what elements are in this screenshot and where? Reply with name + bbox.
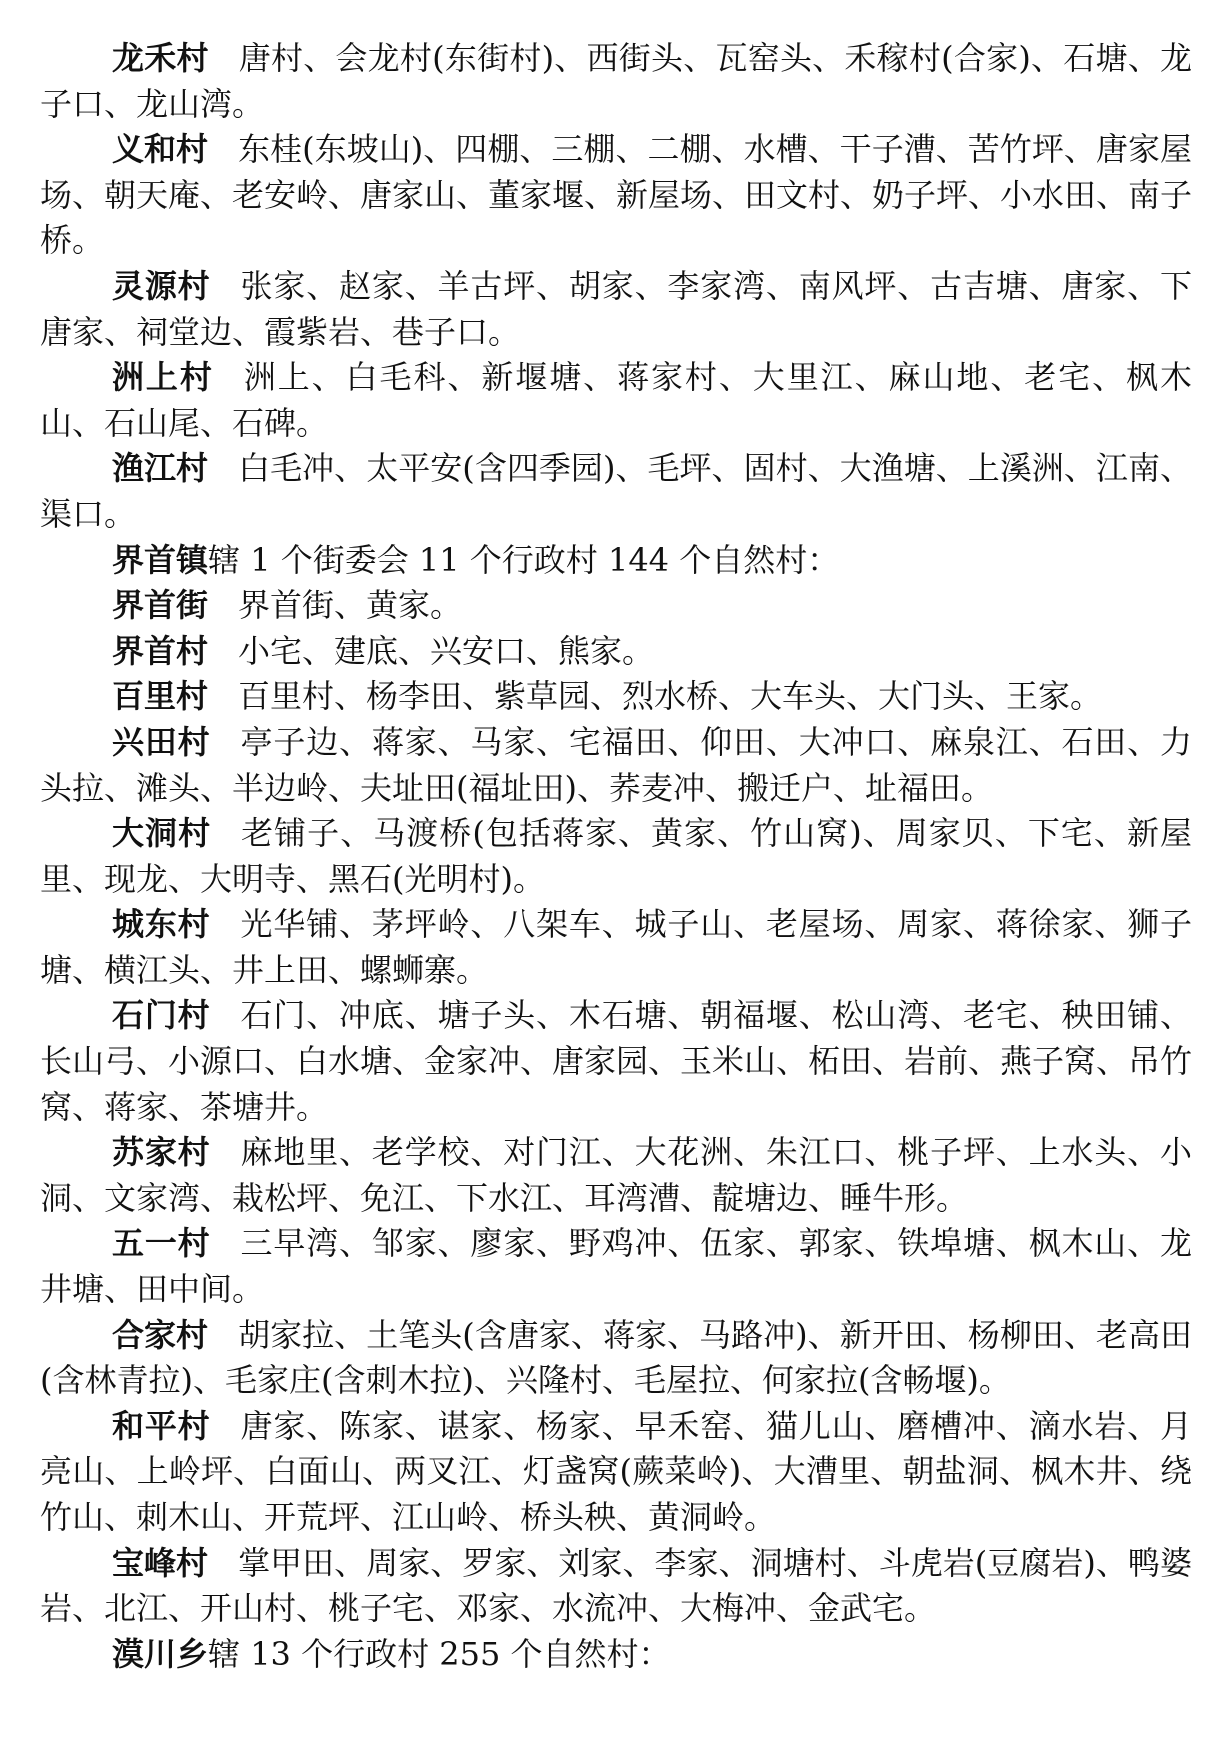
village-entry-sujia [40, 1130, 1192, 1221]
town-name: 界首镇 [112, 540, 209, 579]
village-list: 界首街、黄家。 [238, 586, 463, 625]
town-summary: 辖 13 个行政村 255 个自然村： [208, 1634, 671, 1673]
village-list: 掌甲田、周家、罗家、刘家、李家、洞塘村、斗虎岩(豆腐岩)、鸭婆岩、北江、开山村、桃子宅、邓家、水流冲、大梅冲、金武宅。 [40, 1543, 1192, 1628]
village-name: 宝峰村 [112, 1543, 209, 1582]
village-list: 唐家、陈家、谌家、杨家、早禾窑、猫儿山、磨槽冲、滴水岩、月亮山、上岭坪、白面山、两叉江、灯盏窝(蕨菜岭)、大漕里、朝盐洞、枫木井、绕竹山、刺木山、开荒坪、江山岭、桥头秧、黄洞岭。 [40, 1406, 1192, 1536]
village-entry-baofeng [40, 1541, 1192, 1632]
village-list: 洲上、白毛科、新堰塘、蒋家村、大里江、麻山地、老宅、枫木山、石山尾、石碑。 [40, 358, 1192, 442]
village-list: 亭子边、蒋家、马家、宅福田、仰田、大冲口、麻泉江、石田、力头拉、滩头、半边岭、夫址田(福址田)、荞麦冲、搬迁户、址福田。 [40, 722, 1192, 807]
village-entry-xingtian [40, 720, 1192, 811]
village-name: 大洞村 [112, 814, 212, 853]
village-entry-baili [40, 674, 1192, 720]
village-list: 石门、冲底、塘子头、木石塘、朝福堰、松山湾、老宅、秧田铺、长山弓、小源口、白水塘、金家冲、唐家园、玉米山、柘田、岩前、燕子窝、吊竹窝、蒋家、茶塘井。 [40, 996, 1193, 1126]
village-name: 兴田村 [112, 722, 211, 761]
village-name: 和平村 [112, 1406, 211, 1445]
village-list: 张家、赵家、羊古坪、胡家、李家湾、南风坪、古吉塘、唐家、下唐家、祠堂边、霞紫岩、巷子口。 [40, 266, 1192, 351]
village-list: 光华铺、茅坪岭、八架车、城子山、老屋场、周家、蒋徐家、狮子塘、横江头、井上田、螺蛳寨。 [40, 905, 1192, 989]
village-entry-yihe [40, 127, 1192, 264]
village-name: 界首街 [112, 586, 209, 625]
village-list: 唐村、会龙村(东街村)、西街头、瓦窑头、禾稼村(合家)、石塘、龙子口、龙山湾。 [40, 39, 1192, 123]
village-name: 合家村 [112, 1315, 209, 1354]
village-name: 百里村 [112, 677, 209, 716]
village-list: 小宅、建底、兴安口、熊家。 [238, 631, 655, 670]
village-name: 城东村 [112, 905, 211, 944]
village-list: 百里村、杨李田、紫草园、烈水桥、大车头、大门头、王家。 [238, 677, 1103, 716]
village-entry-heping [40, 1404, 1192, 1541]
village-name: 苏家村 [112, 1133, 211, 1172]
village-list: 胡家拉、土笔头(含唐家、蒋家、马路冲)、新开田、杨柳田、老高田(含林青拉)、毛家庄(含刺木拉)、兴隆村、毛屋拉、何家拉(含畅堰)。 [40, 1315, 1192, 1400]
document-page [40, 36, 1192, 1677]
village-name: 龙禾村 [112, 39, 209, 77]
village-list: 三早湾、邹家、廖家、野鸡冲、伍家、郭家、铁埠塘、枫木山、龙井塘、田中间。 [40, 1224, 1192, 1309]
town-summary: 辖 1 个街委会 11 个行政村 144 个自然村： [208, 540, 840, 579]
village-list: 麻地里、老学校、对门江、大花洲、朱江口、桃子坪、上水头、小洞、文家湾、栽松坪、免江、下水江、耳湾漕、靛塘边、睡牛形。 [40, 1133, 1192, 1217]
village-name: 五一村 [112, 1224, 211, 1263]
village-name: 石门村 [112, 996, 211, 1035]
village-entry-yujiang [40, 446, 1192, 537]
village-name: 义和村 [112, 130, 209, 169]
village-name: 界首村 [112, 631, 209, 670]
village-entry-jieshoujie [40, 583, 1192, 629]
village-entry-dadong [40, 811, 1192, 902]
village-name: 洲上村 [112, 358, 214, 397]
village-entry-longhe [40, 36, 1192, 127]
village-entry-shimen [40, 993, 1192, 1130]
village-list: 白毛冲、太平安(含四季园)、毛坪、固村、大渔塘、上溪洲、江南、渠口。 [40, 449, 1192, 533]
village-list: 东桂(东坡山)、四棚、三棚、二棚、水槽、干子漕、苦竹坪、唐家屋场、朝天庵、老安岭、唐家山、董家堰、新屋场、田文村、奶子坪、小水田、南子桥。 [40, 130, 1193, 260]
village-name: 渔江村 [112, 449, 209, 488]
village-entry-chengdong [40, 902, 1192, 993]
village-entry-lingyuan [40, 264, 1192, 355]
village-entry-hejia [40, 1313, 1192, 1404]
village-entry-wuyi [40, 1221, 1192, 1312]
village-name: 灵源村 [112, 266, 211, 305]
village-list: 老铺子、马渡桥(包括蒋家、黄家、竹山窝)、周家贝、下宅、新屋里、现龙、大明寺、黑石(光明村)。 [40, 814, 1192, 898]
village-entry-zhoushang [40, 355, 1192, 446]
town-heading-jieshou [40, 538, 1192, 584]
village-entry-jieshoucun [40, 629, 1192, 675]
town-heading-mochuan [40, 1632, 1192, 1678]
town-name: 漠川乡 [112, 1634, 209, 1673]
